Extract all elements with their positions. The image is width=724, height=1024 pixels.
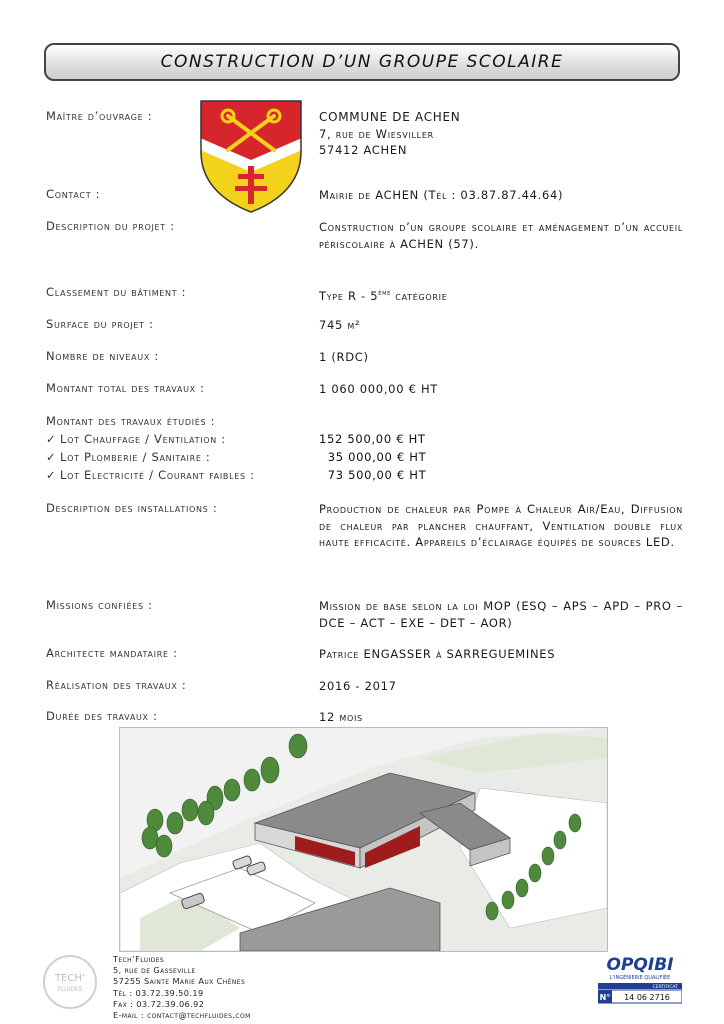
opqibi-brand: OPQIBI [606,955,674,975]
value-surface: 745 m² [319,318,361,332]
techfluides-logo-line1: TECH’ [54,973,86,984]
opqibi-no-label: N° [599,993,611,1002]
label-montant-etudies: Montant des travaux étudiés : [46,414,216,428]
achen-coat-of-arms [200,100,302,213]
value-duree: 12 mois [319,710,363,724]
label-architecte: Architecte mandataire : [46,646,178,660]
opqibi-tagline: L’INGÉNIERIE QUALIFIÉE [609,975,671,981]
company-street: 5, rue de Gasseville [113,965,196,976]
label-surface: Surface du projet : [46,317,154,331]
maitre-name: COMMUNE DE ACHEN [319,110,461,124]
label-niveaux: Nombre de niveaux : [46,349,159,363]
value-architecte: Patrice ENGASSER à SARREGUEMINES [319,647,556,661]
opqibi-cert-label: CERTIFICAT [652,985,678,990]
company-phone: Tél : 03.72.39.50.19 [113,987,204,998]
building-render-image [119,727,608,952]
value-realisation: 2016 - 2017 [319,679,397,693]
label-maitre-ouvrage: Maître d’ouvrage : [46,109,153,123]
checkmark-icon: ✓ [46,468,57,482]
maitre-address1: 7, rue de Wiesviller [319,126,434,141]
techfluides-logo-line2: FLUIDES [57,986,83,993]
label-classement: Classement du bâtiment : [46,285,187,299]
company-name: Tech’Fluides [113,954,165,964]
value-installations: Production de chaleur par Pompe à Chaleur Air/Eau, Diffusion de chaleur par plancher chauffant, Ventilation double flux haute efficacité. Appareils d’éclairage équipés de sources LED. [319,502,683,549]
lot-chauffage-amount: 152 500,00 € HT [319,432,426,446]
label-description: Description du projet : [46,219,175,233]
label-missions: Missions confiées : [46,598,153,612]
lot-electricite: ✓ Lot Electricité / Courant faibles : 73 500,00 € HT [46,468,427,482]
lot-electricite-amount: 73 500,00 € HT [319,468,427,482]
lot-chauffage: ✓ Lot Chauffage / Ventilation : 152 500,00 € HT [46,432,426,446]
value-classement: Type R - 5ème catégorie [319,288,448,303]
label-duree: Durée des travaux : [46,709,158,723]
label-installations: Description des installations : [46,501,218,515]
page-title: CONSTRUCTION D’UN GROUPE SCOLAIRE [160,52,564,72]
company-email: E-mail : contact@techfluides.com [113,1010,251,1021]
value-montant-total: 1 060 000,00 € HT [319,382,439,396]
label-realisation: Réalisation des travaux : [46,678,187,692]
checkmark-icon: ✓ [46,432,57,446]
value-niveaux: 1 (RDC) [319,350,369,364]
lot-plomberie: ✓ Lot Plomberie / Sanitaire : 35 000,00 € HT [46,450,427,464]
company-fax: Fax : 03.72.39.06.92 [113,998,205,1009]
label-montant-total: Montant total des travaux : [46,381,205,395]
checkmark-icon: ✓ [46,450,57,464]
value-missions: Mission de base selon la loi MOP (ESQ – APS – APD – PRO – DCE – ACT – EXE – DET – AOR) [319,599,683,630]
page-title-box [44,43,680,81]
opqibi-certification-logo [598,952,682,1004]
value-description: Construction d’un groupe scolaire et aménagement d’un accueil périscolaire à ACHEN (57). [319,220,683,251]
maitre-address2: 57412 ACHEN [319,143,408,157]
company-address [113,954,251,1021]
opqibi-number: 14 06 2716 [624,993,670,1002]
company-city: 57255 Sainte Marie Aux Chênes [113,976,246,987]
value-contact: Mairie de ACHEN (Tél : 03.87.87.44.64) [319,188,564,202]
techfluides-logo [40,952,100,1012]
label-contact: Contact : [46,187,101,201]
lot-plomberie-amount: 35 000,00 € HT [319,450,427,464]
